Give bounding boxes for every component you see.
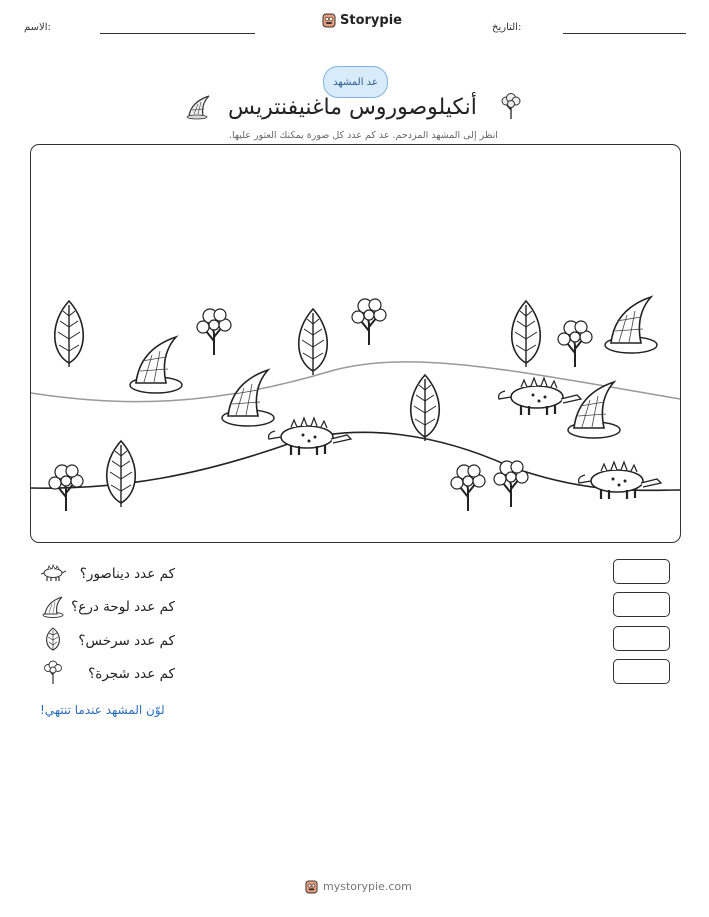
fern [55, 301, 84, 367]
color-instruction: لوّن المشهد عندما تنتهي! [40, 703, 165, 717]
tree [494, 461, 528, 507]
answer-box-armor-plate[interactable] [613, 592, 670, 617]
tree [451, 465, 485, 511]
tree [558, 321, 592, 367]
tree [352, 299, 386, 345]
footer [305, 879, 412, 894]
question-tree: كم عدد شجرة؟ [88, 666, 175, 682]
scene-illustration [31, 145, 680, 542]
tree-icon [498, 92, 524, 120]
name-line[interactable] [100, 33, 255, 34]
fern [107, 441, 136, 507]
dinosaur [499, 378, 581, 415]
fern [512, 301, 541, 367]
name-label: الاسم: [24, 22, 51, 33]
storypie-logo [322, 12, 402, 28]
question-dinosaur: كم عدد ديناصور؟ [79, 566, 175, 582]
question-fern: كم عدد سرخس؟ [78, 633, 175, 649]
armor-plate [568, 382, 620, 438]
activity-badge: عد المشهد [323, 66, 388, 98]
page-title: أنكيلوصوروس ماغنيفنتريس [228, 95, 477, 120]
fern-icon [40, 627, 66, 651]
date-line[interactable] [563, 33, 686, 34]
dinosaur [579, 462, 661, 499]
armor-plate [130, 337, 182, 393]
footer-url[interactable]: mystorypie.com [323, 880, 412, 893]
brand-name: Storypie [340, 12, 402, 28]
fern [411, 375, 440, 441]
answer-box-dinosaur[interactable] [613, 559, 670, 584]
counting-scene [30, 144, 681, 543]
answer-box-tree[interactable] [613, 659, 670, 684]
storypie-mascot-icon [322, 12, 336, 28]
armor-plate-icon [185, 92, 213, 120]
question-armor-plate: كم عدد لوحة درع؟ [71, 599, 175, 615]
dinosaur-icon [40, 561, 66, 585]
armor-plate-icon [40, 594, 66, 618]
storypie-mascot-icon [305, 879, 318, 894]
dinosaur [269, 418, 351, 455]
armor-plate [605, 297, 657, 353]
armor-plate [222, 370, 274, 426]
date-label: التاريخ: [492, 22, 522, 33]
tree-icon [40, 660, 66, 684]
answer-box-fern[interactable] [613, 626, 670, 651]
tree [197, 309, 231, 355]
fern [299, 309, 328, 375]
instructions: انظر إلى المشهد المزدحم. عد كم عدد كل صورة يمكنك العثور عليها. [229, 130, 498, 141]
